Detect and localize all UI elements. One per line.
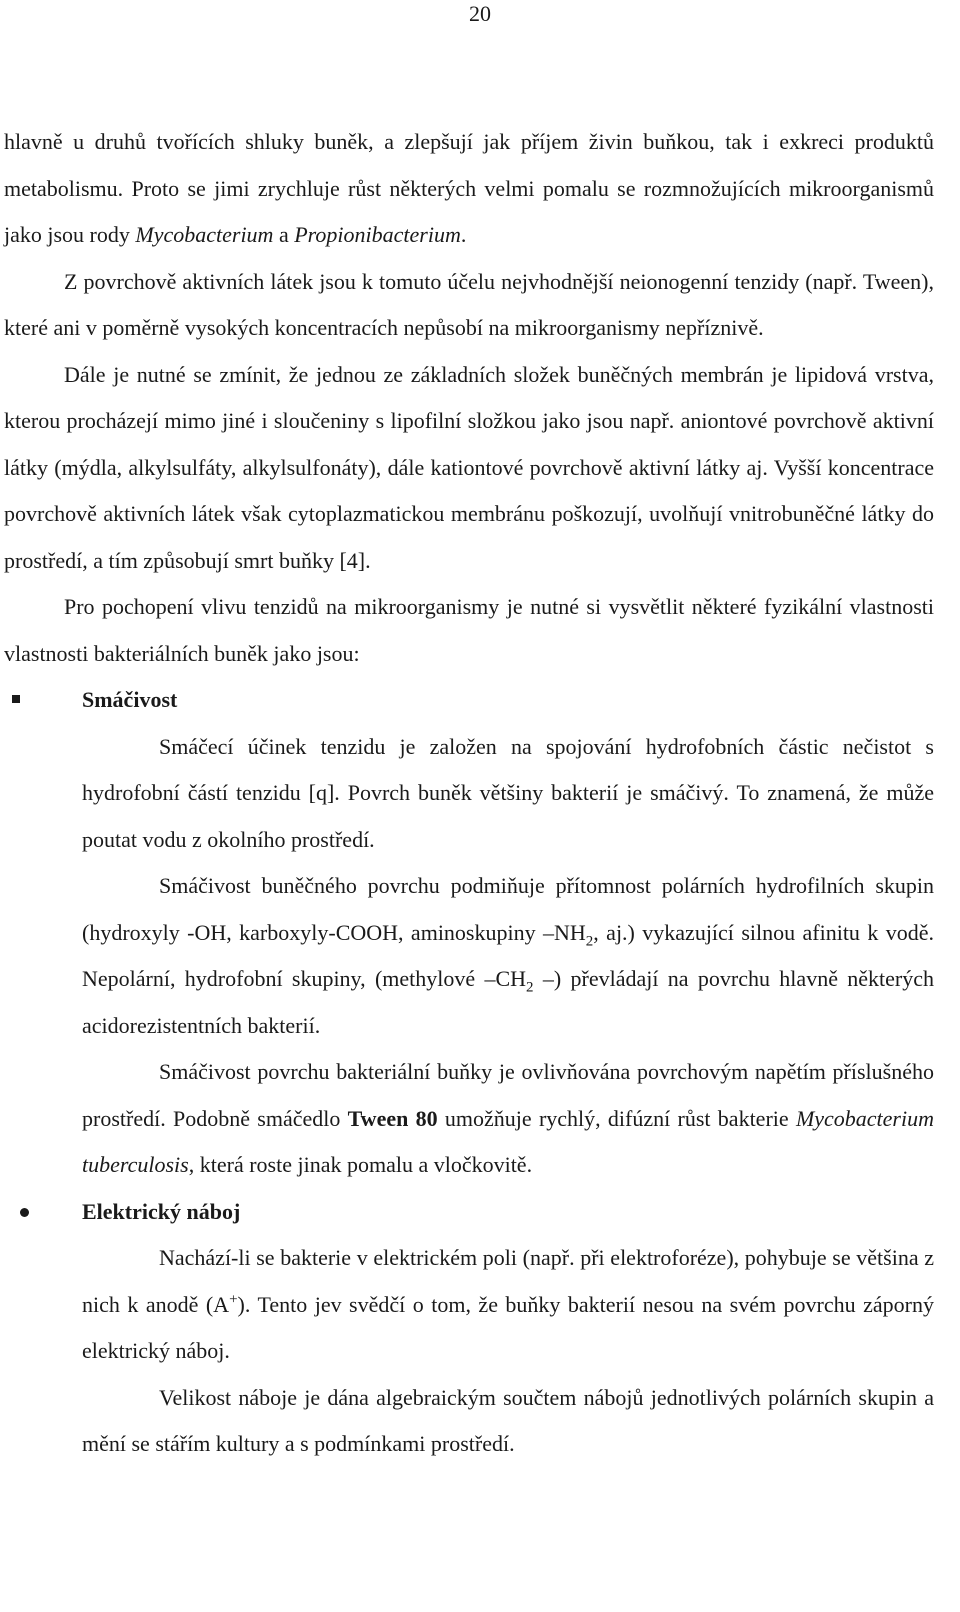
paragraph-tenzidy: Z povrchově aktivních látek jsou k tomuto účelu nejvhodnější neionogenní tenzidy (např. Tween), které ani v poměrně vysokých koncentracích nepůsobí na mikroorganismy nepříznivě. (4, 268, 934, 340)
subscript: 2 (585, 932, 594, 949)
document-body (4, 119, 934, 1468)
paragraph-membrane: Dále je nutné se zmínit, že jednou ze základních složek buněčných membrán je lipidová vrstva, kterou procházejí mimo jiné i sloučeniny s lipofilní složkou jako jsou např. aniontové povrchově aktivní látky (mýdla, alkylsulfáty, alkylsulfonáty), dále kationtové povrchově aktivní látky aj. Vyšší koncentrace povrchově aktivních látek však cytoplazmatickou membránu poškozují, uvolňují vnitrobuněčné látky do prostředí, a tím způsobují smrt buňky [4]. (4, 361, 934, 573)
text-run: –) převládají na povrchu hlavně některých acidorezistentních bakterií. (82, 966, 935, 1038)
paragraph-smacivost-3 (82, 1049, 934, 1189)
subscript: 2 (526, 979, 534, 996)
square-bullet-icon (12, 695, 20, 703)
section-heading-text: Elektrický náboj (82, 1198, 241, 1224)
paragraph-naboj-1 (82, 1235, 934, 1375)
italic-taxon: Propionibacterium (294, 222, 461, 247)
page-number: 20 (469, 1, 491, 26)
paragraph-continued (4, 119, 934, 259)
section-heading-smacivost (82, 677, 934, 724)
text-run: Nachází-li se bakterie v elektrickém poli (např. při elektroforéze), pohybuje se většina z nich k anodě (A (82, 1245, 934, 1317)
section-smacivost (82, 724, 934, 1189)
text-run: Smáčivost povrchu bakteriální buňky je ovlivňována povrchovým napětím příslušného prostředí. Podobně smáčedlo (82, 1059, 934, 1131)
bold-term: Tween 80 (347, 1105, 438, 1131)
text-run: , aj.) vykazující silnou afinitu k vodě. Nepolární, hydrofobní skupiny, (methylové –CH (82, 919, 935, 991)
text-run: umožňuje rychlý, difúzní růst bakterie (437, 1105, 796, 1131)
section-elektricky-naboj (82, 1235, 934, 1468)
paragraph-smacivost-1: Smáčecí účinek tenzidu je založen na spojování hydrofobních částic nečistot s hydrofobní částí tenzidu [q]. Povrch buněk většiny bakterií je smáčivý. To znamená, že může poutat vodu z okolního prostředí. (82, 733, 934, 852)
section-heading-elektricky-naboj (82, 1189, 934, 1236)
paragraph-properties-intro: Pro pochopení vlivu tenzidů na mikroorganismy je nutné si vysvětlit některé fyzikální vlastnosti vlastnosti bakteriálních buněk jako jsou: (4, 594, 934, 666)
paragraph-naboj-2: Velikost náboje je dána algebraickým součtem nábojů jednotlivých polárních skupin a mění se stářím kultury a s podmínkami prostředí. (82, 1384, 934, 1456)
italic-taxon: Mycobacterium tuberculosis (82, 1105, 934, 1177)
text-run: ). Tento jev svědčí o tom, že buňky bakterií nesou na svém povrchu záporný elektrický náboj. (82, 1291, 934, 1363)
paragraph-smacivost-2 (82, 863, 934, 1049)
superscript: + (229, 1291, 238, 1308)
text-run: , která roste jinak pomalu a vločkovitě. (188, 1152, 533, 1177)
text-run: hlavně u druhů tvořících shluky buněk, a zlepšují jak příjem živin buňkou, tak i exkreci produktů metabolismu. Proto se jimi zrychluje růst některých velmi pomalu se rozmnožujících mikroorganismů jako jsou rody (4, 129, 934, 247)
text-run: . (460, 222, 467, 247)
text-run: a (273, 222, 295, 247)
section-heading-text: Smáčivost (82, 687, 178, 712)
round-bullet-icon (20, 1208, 29, 1217)
text-run: Smáčivost buněčného povrchu podmiňuje přítomnost polárních hydrofilních skupin (hydroxyly -OH, karboxyly-COOH, aminoskupiny –NH (82, 873, 934, 945)
italic-taxon: Mycobacterium (135, 222, 274, 247)
